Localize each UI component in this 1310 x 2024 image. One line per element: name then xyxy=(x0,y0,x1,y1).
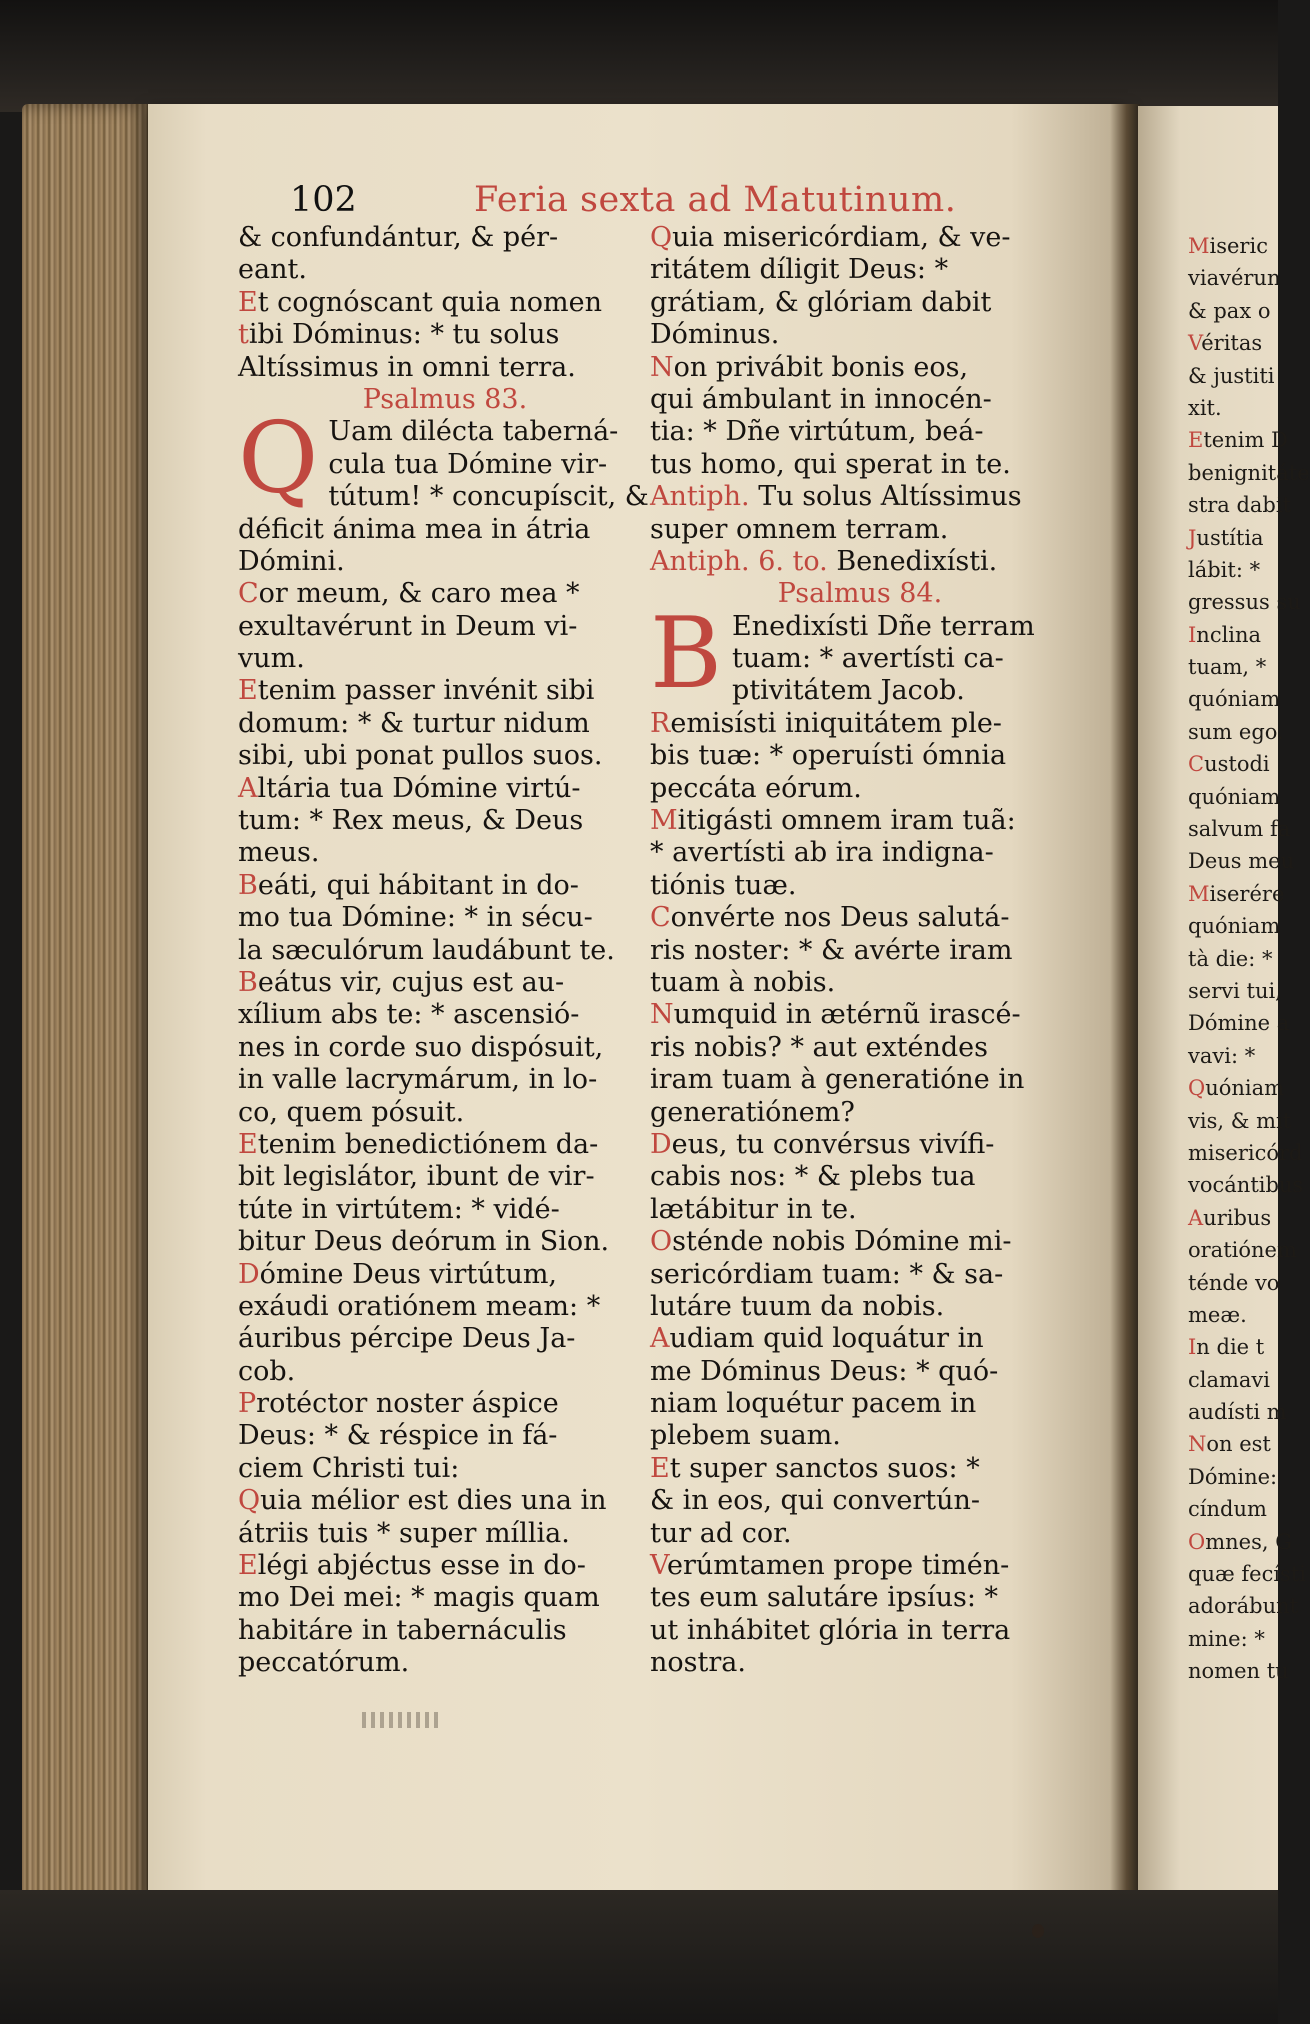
text-line: bit legislátor, ibunt de vir- xyxy=(238,1161,595,1193)
text-line: benignitáte xyxy=(1188,460,1310,485)
text-line: adorábunt xyxy=(1188,1594,1299,1619)
text-line: Altária tua Dómine virtú- xyxy=(238,772,581,804)
rubric-initial: V xyxy=(1188,331,1202,356)
text-line: generatiónem? xyxy=(650,1096,855,1128)
rubric-initial: J xyxy=(1188,525,1197,550)
rubric-initial: t xyxy=(238,319,249,351)
rubric-initial: N xyxy=(650,999,674,1031)
text-line: Quóniam xyxy=(1188,1076,1285,1101)
rubric-initial: E xyxy=(238,286,258,318)
text-line: Deus meu xyxy=(1188,849,1295,874)
rubric-initial: Q xyxy=(1188,1076,1206,1101)
text-line: niam loquétur pacem in xyxy=(650,1388,977,1420)
text-line: meus. xyxy=(238,837,320,869)
antiphon-label: Antiph. xyxy=(650,481,750,513)
text-line: Inclina xyxy=(1188,622,1262,647)
text-line: Mitigásti omnem iram tuã: xyxy=(650,805,1016,837)
text-line: Quia misericórdiam, & ve- xyxy=(650,222,1011,253)
text-line: Miserére xyxy=(1188,881,1285,906)
text-line: super omnem terram. xyxy=(650,513,949,545)
text-line: mine: * xyxy=(1188,1626,1265,1651)
rubric-initial: Q xyxy=(238,1485,261,1517)
text-line: tuam: * avertísti ca- xyxy=(732,643,1004,675)
text-line: lutáre tuum da nobis. xyxy=(650,1290,945,1322)
rubric-initial: I xyxy=(1188,1335,1197,1360)
drop-cap-initial: Q xyxy=(238,402,319,517)
text-line: mo Dei mei: * magis quam xyxy=(238,1582,600,1614)
text-line: Elégi abjéctus esse in do- xyxy=(238,1550,586,1582)
text-line: átriis tuis * super míllia. xyxy=(238,1517,570,1549)
text-line: la sæculórum laudábunt te. xyxy=(238,934,615,966)
rubric-initial: A xyxy=(650,1323,670,1355)
rubric-initial: R xyxy=(650,707,671,739)
text-line: Dóminus. xyxy=(650,319,780,351)
rubric-initial: P xyxy=(238,1388,257,1420)
text-line: & in eos, qui convertún- xyxy=(650,1485,981,1517)
text-line: tuam, * xyxy=(1188,655,1267,680)
text-line: sum ego. xyxy=(1188,719,1284,744)
left-text-column xyxy=(238,222,652,1680)
text-line: Convérte nos Deus salutá- xyxy=(650,902,1010,934)
text-line: Osténde nobis Dómine mi- xyxy=(650,1226,1012,1258)
text-line: Verúmtamen prope timén- xyxy=(650,1550,1010,1582)
text-line: Non privábit bonis eos, xyxy=(650,351,969,383)
background-bottom xyxy=(0,1890,1278,2024)
text-line: nostra. xyxy=(650,1647,746,1679)
text-line: Cor meum, & caro mea * xyxy=(238,578,580,610)
text-line: sibi, ubi ponat pullos suos. xyxy=(238,740,603,772)
rubric-initial: E xyxy=(238,675,258,707)
text-line: tútum! * concupíscit, & xyxy=(328,481,649,513)
text-line: exultavérunt in Deum vi- xyxy=(238,610,578,642)
text-line: Non est xyxy=(1188,1432,1271,1457)
text-line: quóniam xyxy=(1188,784,1281,809)
text-line: tes eum salutáre ipsíus: * xyxy=(650,1582,999,1614)
text-line: sericórdiam tuam: * & sa- xyxy=(650,1258,1004,1290)
rubric-initial: E xyxy=(238,1128,258,1160)
text-line: misericórd xyxy=(1188,1140,1303,1165)
text-line: déficit ánima mea in átria xyxy=(238,513,591,545)
rubric-initial: C xyxy=(650,902,671,934)
rubric-initial: B xyxy=(238,966,258,998)
text-line: domum: * & turtur nidum xyxy=(238,707,590,739)
text-line: tur ad cor. xyxy=(650,1517,792,1549)
text-line: Antiph. 6. to. Benedixísti. xyxy=(650,545,998,577)
text-line: Audiam quid loquátur in xyxy=(650,1323,984,1355)
text-line: ténde vo xyxy=(1188,1270,1280,1295)
text-line: oratiónem xyxy=(1188,1238,1297,1263)
rubric-initial: C xyxy=(238,578,259,610)
ink-spot xyxy=(1032,1924,1044,1938)
ink-smudge xyxy=(362,1712,442,1728)
text-line: Beátus vir, cujus est au- xyxy=(238,966,565,998)
text-line: Justítia xyxy=(1188,525,1264,550)
text-line: plebem suam. xyxy=(650,1420,841,1452)
text-line: áuribus pércipe Deus Ja- xyxy=(238,1323,576,1355)
text-line: in valle lacrymárum, in lo- xyxy=(238,1064,598,1096)
text-line: cíndum xyxy=(1188,1497,1267,1522)
text-line: salvum fa xyxy=(1188,817,1291,842)
text-line: peccáta eórum. xyxy=(650,772,862,804)
text-line: exáudi oratiónem meam: * xyxy=(238,1290,601,1322)
text-line: Etenim benedictiónem da- xyxy=(238,1128,599,1160)
text-line: cabis nos: * & plebs tua xyxy=(650,1161,976,1193)
text-line: Auribus xyxy=(1188,1205,1272,1230)
text-line: quóniam xyxy=(1188,687,1281,712)
text-line: & pax o xyxy=(1188,298,1271,323)
text-line: habitáre in tabernáculis xyxy=(238,1614,567,1646)
text-line: tum: * Rex meus, & Deus xyxy=(238,805,584,837)
running-head-title: Feria sexta ad Matutinum. xyxy=(474,180,957,220)
rubric-initial: E xyxy=(650,1452,670,1484)
psalm-heading: Psalmus 83. xyxy=(362,383,528,415)
text-line: Etenim D xyxy=(1188,428,1288,453)
rubric-initial: A xyxy=(238,772,258,804)
rubric-initial: O xyxy=(1188,1529,1206,1554)
drop-cap-initial: B xyxy=(650,596,723,711)
text-line: Beáti, qui hábitant in do- xyxy=(238,869,579,901)
text-line: gressus su xyxy=(1188,590,1301,615)
text-line: nomen tu xyxy=(1188,1659,1289,1684)
text-line: ris nobis? * aut exténdes xyxy=(650,1031,989,1063)
text-line: Dómine: xyxy=(1188,1464,1278,1489)
text-line: peccatórum. xyxy=(238,1647,410,1679)
text-line: mo tua Dómine: * in sécu- xyxy=(238,902,593,934)
text-line: tuam à nobis. xyxy=(650,966,836,998)
text-line: ptivitátem Jacob. xyxy=(732,675,965,707)
text-line: eant. xyxy=(238,254,307,286)
page-number: 102 xyxy=(290,180,357,220)
text-line: lábit: * xyxy=(1188,557,1261,582)
text-line: & confundántur, & pér- xyxy=(238,222,559,253)
running-head xyxy=(290,176,1030,224)
antiphon-label: Antiph. 6. to. xyxy=(650,545,828,577)
rubric-initial: V xyxy=(650,1550,668,1582)
text-line: tibi Dóminus: * tu solus xyxy=(238,319,560,351)
text-line: Altíssimus in omni terra. xyxy=(238,351,576,383)
text-line: clamavi xyxy=(1188,1367,1271,1392)
text-line: Etenim passer invénit sibi xyxy=(238,675,595,707)
rubric-initial: M xyxy=(1188,881,1210,906)
text-line: xit. xyxy=(1188,395,1222,420)
text-line: tia: * Dñe virtútum, beá- xyxy=(650,416,984,448)
text-line: Quia mélior est dies una in xyxy=(238,1485,607,1517)
text-line: Antiph. Tu solus Altíssimus xyxy=(650,481,1022,513)
text-line: Miseric xyxy=(1188,234,1268,258)
rubric-initial: D xyxy=(238,1258,260,1290)
text-line: vis, & mit xyxy=(1188,1108,1292,1133)
text-line: tus homo, qui sperat in te. xyxy=(650,448,1011,480)
text-line: tà die: * xyxy=(1188,946,1273,971)
text-line: Enedixísti Dñe terram xyxy=(732,610,1035,642)
book-gutter xyxy=(1110,104,1140,1894)
text-line: Deus: * & réspice in fá- xyxy=(238,1420,558,1452)
text-line: ciem Christi tui: xyxy=(238,1452,460,1484)
text-line: ritátem díligit Deus: * xyxy=(650,254,949,286)
text-line: quæ fecísti xyxy=(1188,1562,1306,1587)
rubric-initial: I xyxy=(1188,622,1197,647)
text-line: vocántibus xyxy=(1188,1173,1304,1198)
text-line: Uam dilécta taberná- xyxy=(328,416,619,448)
text-line: & justiti xyxy=(1188,363,1275,388)
text-line: bitur Deus deórum in Sion. xyxy=(238,1226,610,1258)
text-line: viavérun xyxy=(1188,266,1281,291)
text-line: túte in virtútem: * vidé- xyxy=(238,1193,560,1225)
text-line: bis tuæ: * operuísti ómnia xyxy=(650,740,1007,772)
text-line: Dómini. xyxy=(238,545,345,577)
text-line: cula tua Dómine vir- xyxy=(328,448,608,480)
text-line: Véritas xyxy=(1188,331,1263,356)
rubric-initial: N xyxy=(650,351,674,383)
text-line: * avertísti ab ira indignа- xyxy=(650,837,994,869)
text-line: cob. xyxy=(238,1355,296,1387)
text-line: Dómine Deus virtútum, xyxy=(238,1258,558,1290)
right-page-fragment xyxy=(1188,230,1310,1688)
text-line: me Dóminus Deus: * quó- xyxy=(650,1355,999,1387)
rubric-initial: E xyxy=(1188,428,1204,453)
text-line: Deus, tu convérsus vivífi- xyxy=(650,1128,995,1160)
text-line: Protéctor noster áspice xyxy=(238,1388,559,1420)
rubric-initial: M xyxy=(650,805,678,837)
background-top xyxy=(0,0,1278,112)
text-line: stra dabit xyxy=(1188,493,1292,518)
text-line: quóniam xyxy=(1188,914,1281,939)
text-line: meæ. xyxy=(1188,1302,1247,1327)
text-line: audísti m xyxy=(1188,1400,1287,1425)
text-line: Remisísti iniquitátem ple- xyxy=(650,707,1002,739)
text-line: co, quem pósuit. xyxy=(238,1096,465,1128)
right-text-column xyxy=(650,222,1070,1680)
text-line: Numquid in ætérnũ irascé- xyxy=(650,999,1021,1031)
text-line: iram tuam à generatióne in xyxy=(650,1064,1025,1096)
rubric-initial: M xyxy=(1188,234,1210,258)
psalm-heading: Psalmus 84. xyxy=(777,578,943,610)
text-line: ut inhábitet glória in terra xyxy=(650,1614,1011,1646)
text-line: lætábitur in te. xyxy=(650,1193,857,1225)
text-line: vum. xyxy=(238,643,305,675)
text-line: Et cognóscant quia nomen xyxy=(238,286,602,318)
text-line: xílium abs te: * ascensió- xyxy=(238,999,580,1031)
text-line: tiónis tuæ. xyxy=(650,869,797,901)
rubric-initial: E xyxy=(238,1550,258,1582)
text-line: qui ámbulant in innocén- xyxy=(650,383,992,415)
text-line: grátiam, & glóriam dabit xyxy=(650,286,992,318)
rubric-initial: O xyxy=(650,1226,673,1258)
text-line: servi tui, xyxy=(1188,978,1282,1003)
rubric-initial: N xyxy=(1188,1432,1207,1457)
text-line: nes in corde suo dispósuit, xyxy=(238,1031,604,1063)
rubric-initial: D xyxy=(650,1128,672,1160)
rubric-initial: Q xyxy=(650,222,673,253)
rubric-initial: C xyxy=(1188,752,1205,777)
text-line: Omnes, G xyxy=(1188,1529,1292,1554)
rubric-initial: B xyxy=(238,869,258,901)
text-line: ris noster: * & avérte iram xyxy=(650,934,1013,966)
text-line: Et super sanctos suos: * xyxy=(650,1452,980,1484)
book-fore-edge xyxy=(22,104,150,1914)
text-line: vavi: * xyxy=(1188,1043,1256,1068)
text-line: In die t xyxy=(1188,1335,1265,1360)
text-line: Dómine a xyxy=(1188,1011,1290,1036)
rubric-initial: A xyxy=(1188,1205,1204,1230)
text-line: Custodi xyxy=(1188,752,1270,777)
